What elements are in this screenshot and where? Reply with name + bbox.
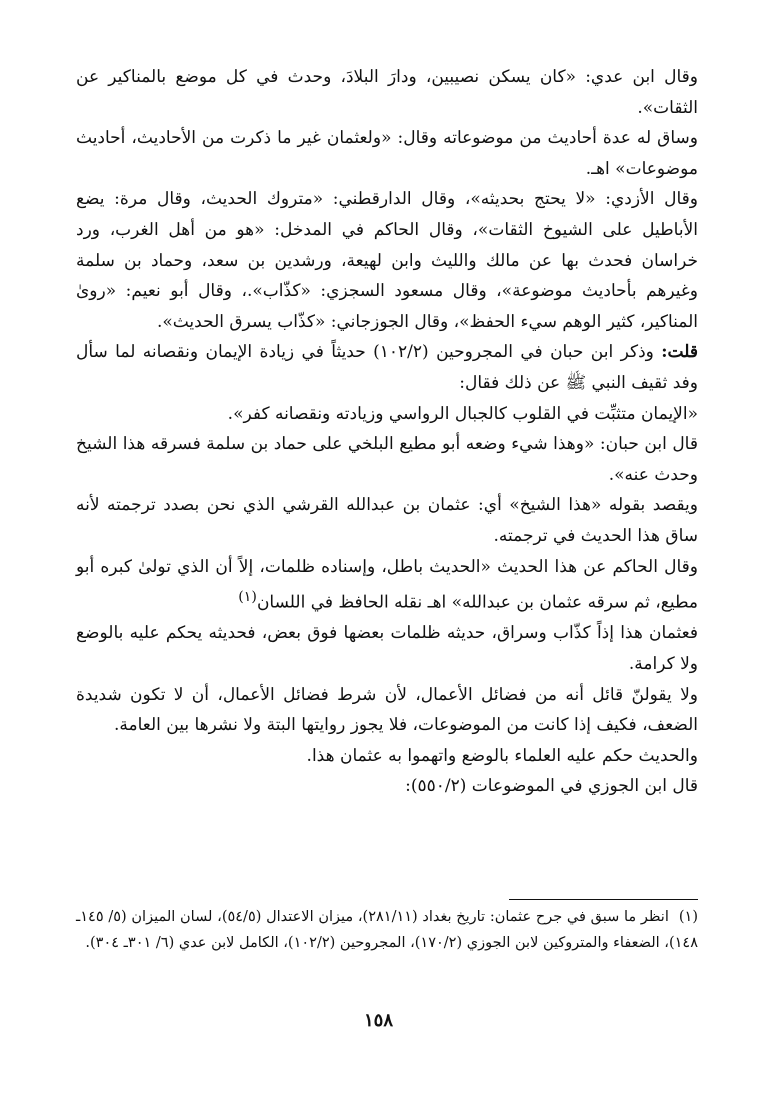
paragraph-fabricated-hadiths: وساق له عدة أحاديث من موضوعاته وقال: «ولعثمان غير ما ذكرت من الأحاديث، أحاديث موضوعات» اهـ. bbox=[76, 128, 698, 179]
paragraph-hakim-verdict bbox=[76, 552, 698, 619]
paragraph-critics-opinions: وقال الأزدي: «لا يحتج بحديثه»، وقال الدارقطني: «متروك الحديث، وقال مرة: يضع الأباطيل على الشيوخ الثقات»، وقال الحاكم في المدخل: «هو من أهل الغرب، ورد خراسان فحدث بها عن مالك والليث وابن لهيعة، ورشدين بن سعد، وحماد بن سلمة وغيرهم بأحاديث موضوعة»، وقال مسعود السجزي: «كذّاب».، وقال أبو نعيم: «روىٰ المناكير، كثير الوهم سيء الحفظ»، وقال الجوزجاني: «كذّاب يسرق الحديث». bbox=[76, 189, 698, 332]
footnote-text: انظر ما سبق في جرح عثمان: تاريخ بغداد (٢٨١/١١)، ميزان الاعتدال (٥٤/٥)، لسان الميزان (٥/ ١٤٥ـ ١٤٨)، الضعفاء والمتروكين لابن الجوزي (١٧٠/٢)، المجروحين (١٠٢/٢)، الكامل لابن عدي (٦/ ٣٠١ـ ٣٠٤). bbox=[76, 909, 698, 951]
paragraph-ibn-hibban-majruhin bbox=[76, 337, 698, 398]
paragraph-hadith-quote: «الإيمان متثبِّت في القلوب كالجبال الرواسي وزيادته ونقصانه كفر». bbox=[227, 403, 698, 424]
paragraph-ibn-hibban-comment: قال ابن حبان: «وهذا شيء وضعه أبو مطيع البلخي على حماد بن سلمة فسرقه هذا الشيخ وحدث عنه». bbox=[76, 434, 698, 485]
main-text bbox=[76, 62, 698, 802]
footnote bbox=[76, 904, 698, 956]
paragraph-liar-thief: فعثمان هذا إذاً كذّاب وسراق، حديثه ظلمات بعضها فوق بعض، فحديثه يحكم عليه بالوضع ولا كرامة. bbox=[76, 623, 698, 674]
paragraph-scholars-ruling: والحديث حكم عليه العلماء بالوضع واتهموا به عثمان هذا. bbox=[306, 745, 698, 766]
paragraph-ibn-adi: وقال ابن عدي: «كان يسكن نصيبين، ودارَ البلادَ، وحدث في كل موضع بالمناكير عن الثقات». bbox=[76, 67, 698, 118]
qult-label: قلت: bbox=[661, 342, 698, 363]
paragraph-ibn-jawzi: قال ابن الجوزي في الموضوعات (٥٥٠/٢): bbox=[405, 776, 698, 797]
paragraph-virtuous-deeds: ولا يقولنّ قائل أنه من فضائل الأعمال، لأن شرط فضائل الأعمال، أن لا تكون شديدة الضعف، فكيف إذا كانت من الموضوعات، فلا يجوز روايتها البتة ولا نشرها بين العامة. bbox=[76, 684, 698, 736]
paragraph-hakim-text: وقال الحاكم عن هذا الحديث «الحديث باطل، وإسناده ظلمات، إلاً أن الذي تولىٰ كبره أبو مطيع، ثم سرقه عثمان بن عبدالله» اهـ نقله الحافظ في اللسان bbox=[76, 556, 698, 613]
footnote-divider bbox=[509, 899, 698, 900]
paragraph-this-shaykh: ويقصد بقوله «هذا الشيخ» أي: عثمان بن عبدالله القرشي الذي نحن بصدد ترجمته لأنه ساق هذا الحديث في ترجمته. bbox=[76, 495, 698, 546]
footnote-number: (١) bbox=[678, 909, 698, 925]
footnote-reference[interactable]: (١) bbox=[238, 589, 257, 606]
paragraph-ibn-hibban-text: وذكر ابن حبان في المجروحين (١٠٢/٢) حديثاً في زيادة الإيمان ونقصانه لما سأل وفد ثقيف النبي ﷺ عن ذلك فقال: bbox=[76, 342, 698, 393]
page-number: ١٥٨ bbox=[363, 1010, 393, 1031]
